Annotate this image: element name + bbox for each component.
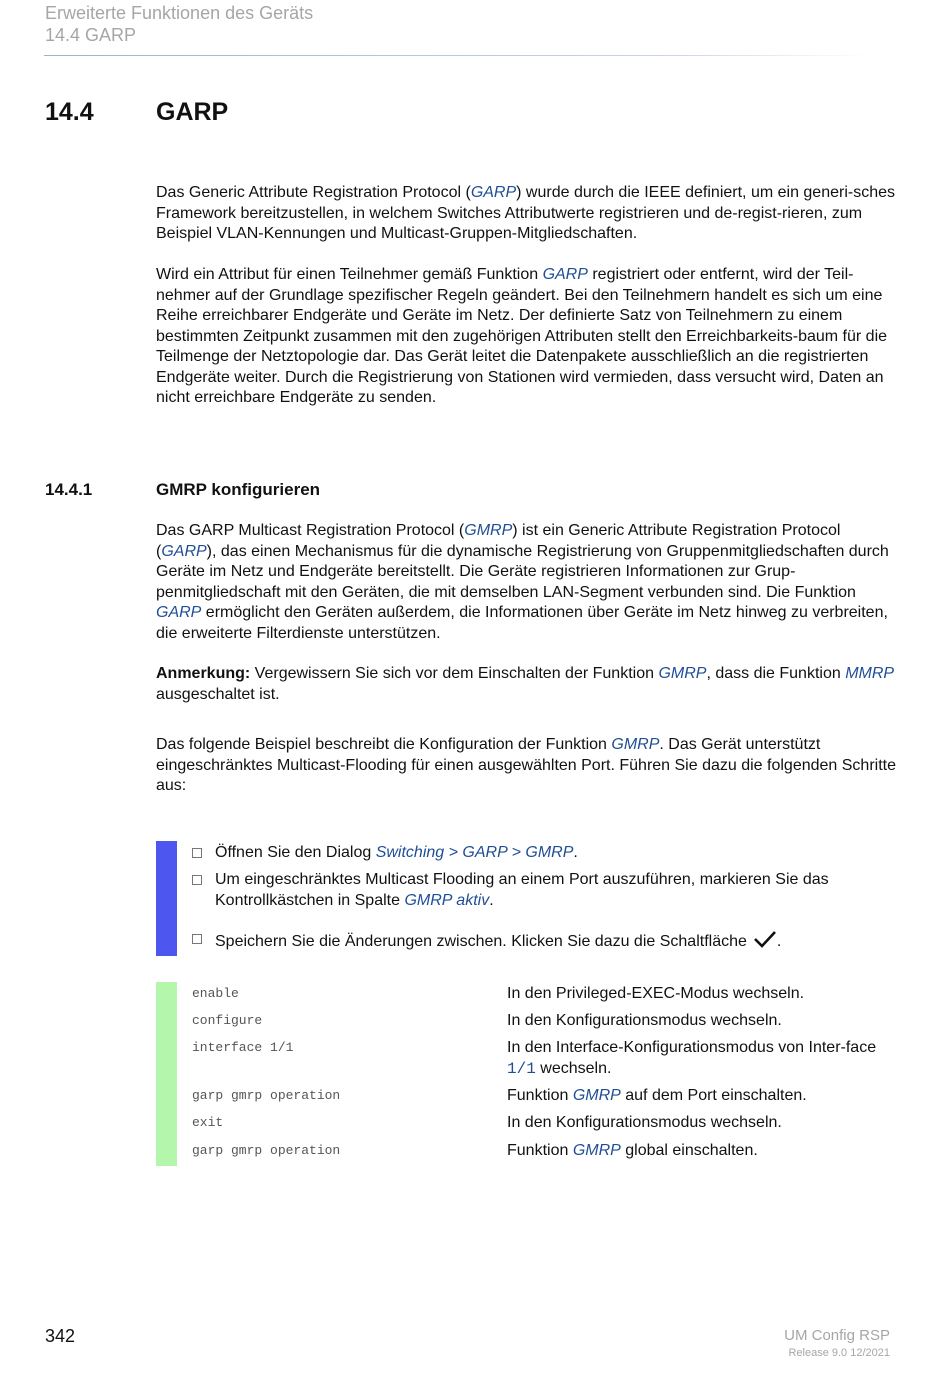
keyword-garp: GARP <box>156 604 202 621</box>
cli-description: In den Privileged-EXEC-Modus wechseln. <box>507 985 805 1002</box>
cli-command: garp gmrp operation <box>192 1088 341 1103</box>
cli-description: Funktion GMRP auf dem Port einschalten. <box>507 1087 807 1104</box>
step-item: Speichern Sie die Änderungen zwischen. Klicken Sie dazu die Schaltfläche . <box>192 929 892 953</box>
keyword-gmrp: GMRP <box>658 665 707 682</box>
checkbox-icon <box>192 934 202 944</box>
cli-command: enable <box>192 986 239 1001</box>
release-info: Release 9.0 12/2021 <box>788 1347 890 1359</box>
step-item: Öffnen Sie den Dialog Switching > GARP > GMRP. <box>192 843 892 864</box>
running-header-chapter: Erweiterte Funktionen des Geräts <box>45 3 314 23</box>
page-number: 342 <box>45 1326 76 1346</box>
subsection-title: GMRP konfigurieren <box>156 480 321 499</box>
keyword-garp: GARP <box>161 542 207 560</box>
note-label: Anmerkung: <box>156 665 251 682</box>
note-paragraph: Anmerkung: Vergewissern Sie sich vor dem Einschalten der Funktion GMRP, dass die Funktion MMRP ausgeschaltet ist. <box>156 665 895 703</box>
running-header-section: 14.4 GARP <box>45 25 137 45</box>
keyword-garp: GARP <box>470 184 517 201</box>
keyword-mmrp: MMRP <box>845 665 895 682</box>
example-paragraph: Das folgende Beispiel beschreibt die Konfiguration der Funktion GMRP. Das Gerät unterstützt eingeschränktes Multicast-Flooding für einen ausgewählten Port. Führen Sie dazu die folgenden Schritte aus: <box>156 736 896 794</box>
keyword-gmrp: GMRP <box>572 1142 621 1159</box>
cli-description: In den Konfigurationsmodus wechseln. <box>507 1114 782 1131</box>
cli-command: exit <box>192 1115 224 1130</box>
document-title: UM Config RSP <box>784 1327 890 1344</box>
cli-marker-bar <box>156 982 177 1166</box>
menu-path: Switching > GARP > GMRP <box>375 844 574 861</box>
section-number: 14.4 <box>45 98 94 126</box>
cli-command: configure <box>192 1013 263 1028</box>
cli-command: garp gmrp operation <box>192 1143 341 1158</box>
cli-description: Funktion GMRP global einschalten. <box>507 1142 758 1159</box>
header-rule <box>44 55 870 56</box>
keyword-gmrp: GMRP <box>572 1087 621 1104</box>
subsection-number: 14.4.1 <box>45 480 93 499</box>
section-title: GARP <box>156 98 229 126</box>
keyword-gmrp: GMRP <box>611 736 660 753</box>
checkbox-icon <box>192 875 202 885</box>
keyword-garp: GARP <box>542 266 588 283</box>
intro-paragraph: Das Generic Attribute Registration Protocol (GARP) wurde durch die IEEE definiert, um ein generi-sches Framework bereitzustellen, in welchem Switches Attributwerte registrieren und de-regist-rieren, zum Beispiel VLAN-Kennungen und Multicast-Gruppen-Mitgliedschaften. <box>156 184 896 242</box>
attribute-paragraph: Wird ein Attribut für einen Teilnehmer gemäß Funktion GARP registriert oder entfernt, wird der Teil-nehmer auf der Grundlage spezifischer Regeln geändert. Bei den Teilnehmern handelt es sich um eine Reihe erreichbarer Endgeräte und Geräte im Netz. Der definierte Satz von Teilnehmern zu einem bestimmten Zeitpunkt zusammen mit den zugehörigen Attributen stellt den Erreichbarkeits-baum für die Teilmenge der Netztopologie dar. Das Gerät leitet die Datenpakete ausschließlich an die registrierten Endgeräte weiter. Durch die Registrierung von Stationen wird vermieden, dass versucht wird, Daten an nicht erreichbare Endgeräte zu senden. <box>156 266 888 406</box>
keyword-gmrp: GMRP <box>464 522 513 539</box>
step-item: Um eingeschränktes Multicast Flooding an einem Port auszuführen, markieren Sie das Kontrollkästchen in Spalte GMRP aktiv. <box>192 870 892 911</box>
steps-marker-bar <box>156 841 177 956</box>
checkmark-icon <box>753 929 777 949</box>
interface-id: 1/1 <box>507 1059 536 1078</box>
cli-description: In den Konfigurationsmodus wechseln. <box>507 1012 782 1029</box>
cli-command: interface 1/1 <box>192 1040 294 1055</box>
checkbox-icon <box>192 848 202 858</box>
cli-description: In den Interface-Konfigurationsmodus von Inter-face 1/1 wechseln. <box>507 1039 877 1078</box>
column-name: GMRP aktiv <box>404 891 490 909</box>
gmrp-paragraph: Das GARP Multicast Registration Protocol (GMRP) ist ein Generic Attribute Registration Protocol (GARP), das einen Mechanismus für die dynamische Registrierung von Gruppenmitgliedschaften durch Geräte im Netz und Endgeräte bereitstellt. Die Geräte registrieren Informationen zur Grup-penmitgliedschaft mit den Geräten, die mit demselben LAN-Segment verbunden sind. Die Funktion GARP ermöglicht den Geräten außerdem, die Informationen über Geräte im Netz hinweg zu verbreiten, die erweiterte Filterdienste unterstützen. <box>156 522 889 642</box>
